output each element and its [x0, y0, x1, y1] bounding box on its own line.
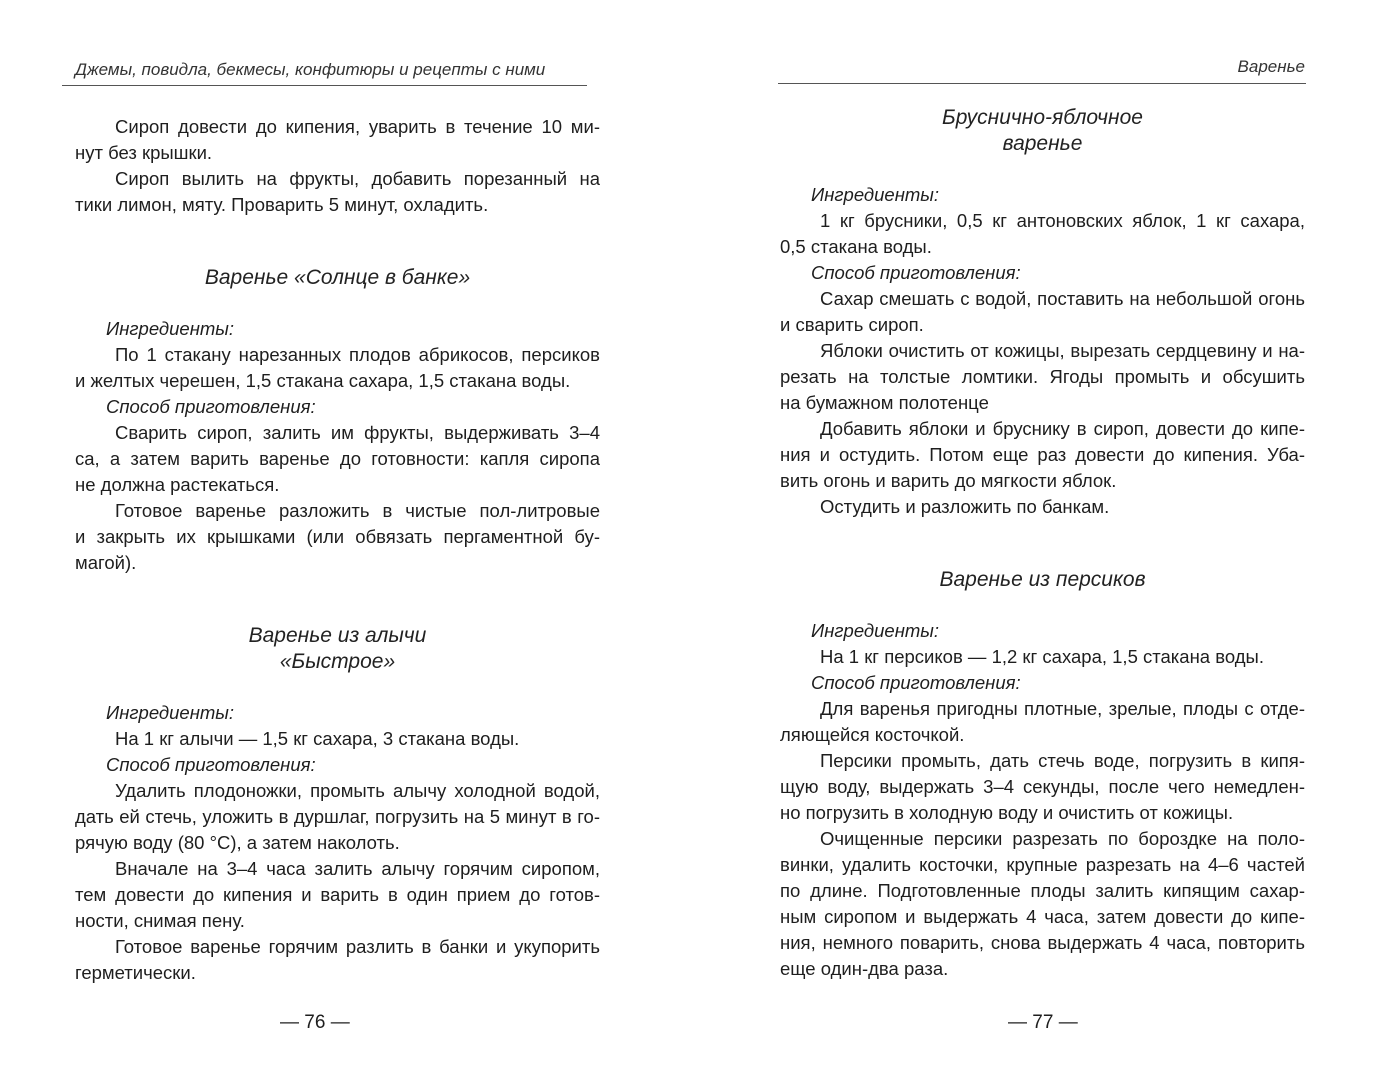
- text-line: рячую воду (80 °С), а затем наколоть.: [75, 832, 400, 853]
- text-line: тики лимон, мяту. Проварить 5 минут, охладить.: [75, 194, 489, 215]
- recipe-title: [75, 623, 600, 675]
- section-label: [780, 182, 1305, 208]
- section-label: [75, 752, 600, 778]
- right-page: [690, 0, 1381, 1080]
- text-line: ния, немного поварить, снова выдержать 4 часа, повторить: [780, 932, 1305, 953]
- paragraph: [75, 342, 600, 394]
- text-line: Очищенные персики разрезать по бороздке на поло-: [820, 828, 1305, 849]
- section-label: [75, 394, 600, 420]
- text-line: Остудить и разложить по банкам.: [820, 496, 1110, 517]
- text-line: винки, удалить косточки, крупные разрезать на 4–6 частей: [780, 854, 1305, 875]
- page-number: — 76 —: [280, 1012, 350, 1033]
- paragraph: [75, 166, 600, 218]
- text-line: Вначале на 3–4 часа залить алычу горячим сиропом,: [115, 858, 600, 879]
- label-text: Способ приготовления:: [106, 754, 316, 775]
- paragraph: [780, 748, 1305, 826]
- paragraph: [75, 934, 600, 986]
- label-text: Ингредиенты:: [106, 318, 235, 339]
- paragraph: [780, 826, 1305, 982]
- text-line: Сварить сироп, залить им фрукты, выдерживать 3–4: [115, 422, 600, 443]
- left-page: [0, 0, 690, 1080]
- label-text: Ингредиенты:: [811, 620, 940, 641]
- heading-line: Бруснично-яблочное: [942, 106, 1143, 129]
- text-line: и желтых черешен, 1,5 стакана сахара, 1,5 стакана воды.: [75, 370, 571, 391]
- heading-line: «Быстрое»: [279, 650, 396, 673]
- text-line: Удалить плодоножки, промыть алычу холодной водой,: [115, 780, 600, 801]
- recipe-title: [780, 105, 1305, 157]
- section-label: [75, 700, 600, 726]
- paragraph: [780, 416, 1305, 494]
- label-text: Способ приготовления:: [811, 672, 1021, 693]
- paragraph: [75, 498, 600, 576]
- text-line: Готовое варенье разложить в чистые пол-литровые: [115, 500, 600, 521]
- text-line: вить огонь и варить до мягкости яблок.: [780, 470, 1117, 491]
- heading-line: Варенье из алычи: [248, 624, 427, 647]
- paragraph: [75, 778, 600, 856]
- recipe-title: [780, 567, 1305, 593]
- paragraph: [780, 338, 1305, 416]
- text-line: герметически.: [75, 962, 196, 983]
- heading-line: варенье: [1002, 132, 1083, 155]
- heading-line: Варенье «Солнце в банке»: [204, 266, 471, 289]
- paragraph: [780, 494, 1305, 520]
- label-text: Способ приготовления:: [106, 396, 316, 417]
- text-line: но погрузить в холодную воду и очистить от кожицы.: [780, 802, 1234, 823]
- running-head: Джемы, повидла, бекмесы, конфитюры и рецепты с ними: [75, 60, 546, 79]
- page-body: [75, 114, 600, 986]
- text-line: Яблоки очистить от кожицы, вырезать сердцевину и на-: [820, 340, 1305, 361]
- paragraph: [780, 644, 1305, 670]
- label-text: Ингредиенты:: [106, 702, 235, 723]
- header-rule: [62, 85, 587, 86]
- text-line: ния и остудить. Потом еще раз довести до кипения. Уба-: [780, 444, 1305, 465]
- text-line: на бумажном полотенце: [780, 392, 989, 413]
- running-head: Варенье: [1237, 57, 1305, 76]
- label-text: Ингредиенты:: [811, 184, 940, 205]
- text-line: по длине. Подготовленные плоды залить кипящим сахар-: [780, 880, 1305, 901]
- text-line: Для варенья пригодны плотные, зрелые, плоды с отде-: [820, 698, 1305, 719]
- text-line: ным сиропом и выдержать 4 часа, затем довести до кипе-: [780, 906, 1305, 927]
- section-label: [780, 618, 1305, 644]
- text-line: На 1 кг алычи — 1,5 кг сахара, 3 стакана воды.: [115, 728, 520, 749]
- recipe-title: [75, 265, 600, 291]
- label-text: Способ приготовления:: [811, 262, 1021, 283]
- text-line: 1 кг брусники, 0,5 кг антоновских яблок, 1 кг сахара,: [820, 210, 1305, 231]
- header-rule: [778, 83, 1306, 84]
- text-line: Сахар смешать с водой, поставить на небольшой огонь: [820, 288, 1305, 309]
- text-line: щую воду, выдержать 3–4 секунды, после чего немедлен-: [780, 776, 1305, 797]
- text-line: и закрыть их крышками (или обвязать пергаментной бу-: [75, 526, 600, 547]
- paragraph: [780, 208, 1305, 260]
- paragraph: [75, 420, 600, 498]
- page-body: [780, 105, 1305, 982]
- text-line: Персики промыть, дать стечь воде, погрузить в кипя-: [820, 750, 1305, 771]
- text-line: ности, снимая пену.: [75, 910, 245, 931]
- paragraph: [75, 856, 600, 934]
- text-line: нут без крышки.: [75, 142, 213, 163]
- section-label: [75, 316, 600, 342]
- text-line: По 1 стакану нарезанных плодов абрикосов, персиков: [115, 344, 600, 365]
- text-line: дать ей стечь, уложить в дуршлаг, погрузить на 5 минут в го-: [75, 806, 600, 827]
- section-label: [780, 670, 1305, 696]
- text-line: резать на толстые ломтики. Ягоды промыть и обсушить: [780, 366, 1305, 387]
- text-line: 0,5 стакана воды.: [780, 236, 932, 257]
- paragraph: [780, 286, 1305, 338]
- text-line: магой).: [75, 552, 137, 573]
- text-line: ляющейся косточкой.: [780, 724, 965, 745]
- text-line: Сироп довести до кипения, уварить в течение 10 ми-: [115, 116, 600, 137]
- page-number: — 77 —: [1008, 1012, 1078, 1033]
- text-line: и сварить сироп.: [780, 314, 924, 335]
- heading-line: Варенье из персиков: [939, 568, 1146, 591]
- text-line: Готовое варенье горячим разлить в банки и укупорить: [115, 936, 600, 957]
- text-line: еще один-два раза.: [780, 958, 949, 979]
- text-line: Сироп вылить на фрукты, добавить порезанный на: [115, 168, 600, 189]
- text-line: На 1 кг персиков — 1,2 кг сахара, 1,5 стакана воды.: [820, 646, 1264, 667]
- paragraph: [780, 696, 1305, 748]
- text-line: тем довести до кипения и варить в один прием до готов-: [75, 884, 600, 905]
- text-line: не должна растекаться.: [75, 474, 280, 495]
- section-label: [780, 260, 1305, 286]
- paragraph: [75, 726, 600, 752]
- text-line: Добавить яблоки и бруснику в сироп, довести до кипе-: [820, 418, 1305, 439]
- text-line: са, а затем варить варенье до готовности: капля сиропа: [75, 448, 600, 469]
- paragraph: [75, 114, 600, 166]
